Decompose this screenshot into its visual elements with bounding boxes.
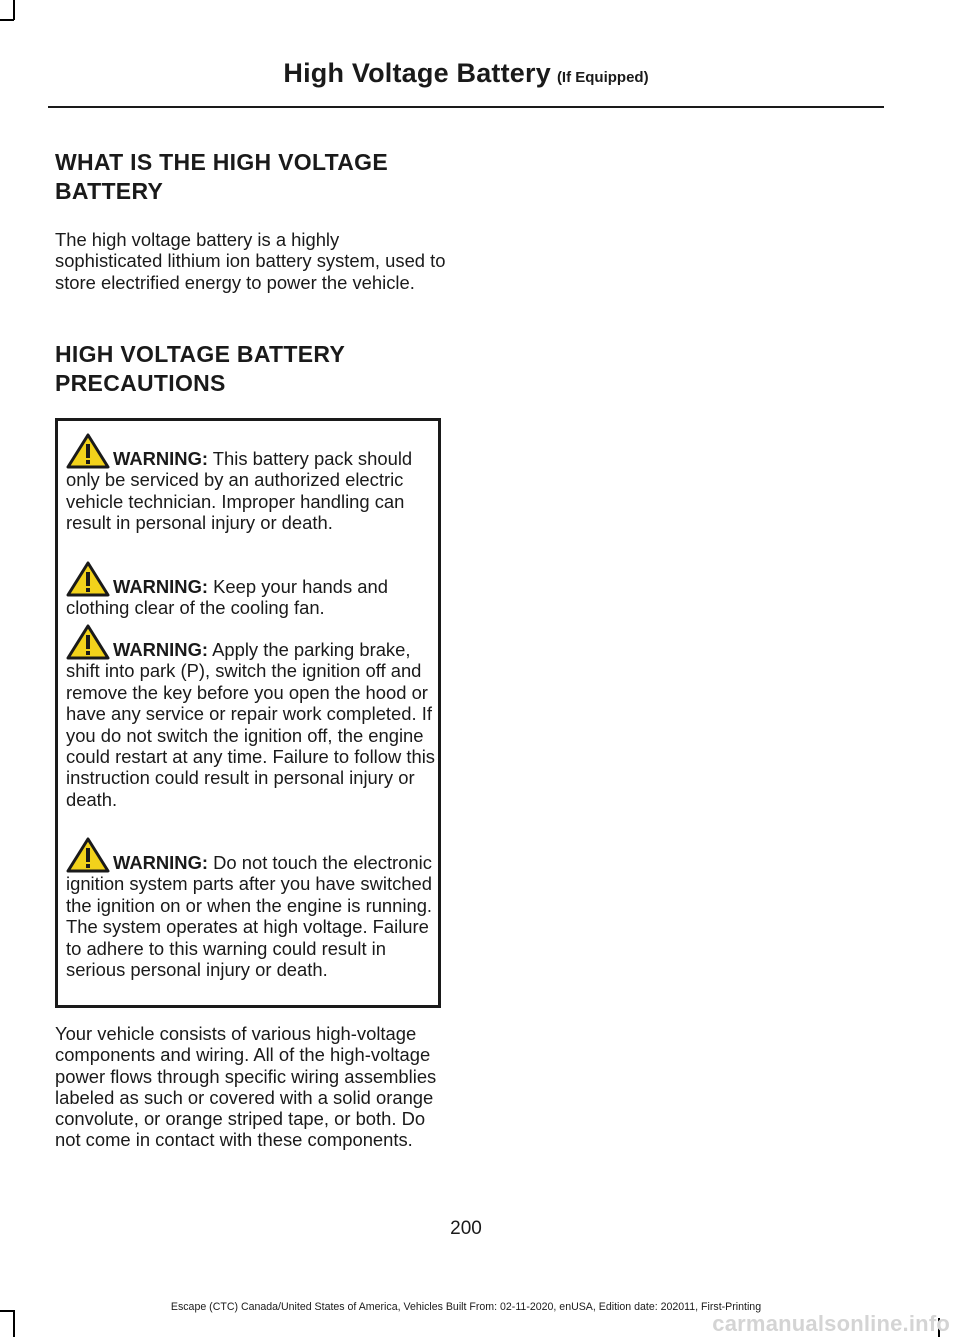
- warning-triangle-icon: [66, 837, 110, 873]
- warning-item: [66, 624, 444, 810]
- section-heading: WHAT IS THE HIGH VOLTAGE BATTERY: [55, 149, 389, 204]
- warning-keyword: WARNING:: [113, 852, 209, 873]
- warning-box: [55, 418, 441, 1008]
- warning-keyword: WARNING:: [113, 639, 209, 660]
- section-heading: HIGH VOLTAGE BATTERY PRECAUTIONS: [55, 341, 345, 396]
- page-title: High Voltage Battery: [283, 58, 551, 88]
- crop-mark: [13, 0, 15, 20]
- warning-keyword: WARNING:: [113, 448, 209, 469]
- warning-text: Apply the parking brake, shift into park (P), switch the ignition off and remove the key before you open the hood or have any service or repair work completed. If you do not switch the ignition off, the engine could restart at any time. Failure to follow this instruction could result in personal injury or death.: [66, 639, 435, 810]
- warning-item: [66, 561, 444, 619]
- warning-text: This battery pack should only be serviced by an authorized electric vehicle technician. Improper handling can result in personal injury or death.: [66, 448, 413, 534]
- header-divider: [48, 106, 884, 108]
- warning-triangle-icon: [66, 433, 110, 469]
- warning-text: Do not touch the electronic ignition system parts after you have switched the ignition on or when the engine is running. The system operates at high voltage. Failure to adhere to this warning could result in serious personal injury or death.: [66, 852, 433, 981]
- watermark: carmanualsonline.info: [712, 1311, 950, 1336]
- warning-triangle-icon: [66, 561, 110, 597]
- warning-keyword: WARNING:: [113, 576, 209, 597]
- page-header: [48, 58, 884, 89]
- page-title-qualifier: (If Equipped): [556, 69, 649, 86]
- closing-paragraph: Your vehicle consists of various high-voltage components and wiring. All of the high-voltage power flows through specific wiring assemblies labeled as such or covered with a solid orange convolute, or orange striped tape, or both. Do not come in contact with these components.: [55, 1023, 437, 1151]
- warning-item: [66, 433, 444, 534]
- warning-triangle-icon: [66, 624, 110, 660]
- warning-text: Keep your hands and clothing clear of the cooling fan.: [66, 576, 388, 619]
- closing-section: [55, 1023, 447, 1151]
- page-number: 200: [450, 1218, 482, 1239]
- page-footer: Escape (CTC) Canada/United States of America, Vehicles Built From: 02-11-2020, enUSA, Edition date: 202011, First-Printing: [170, 1301, 762, 1313]
- section-body: The high voltage battery is a highly sophisticated lithium ion battery system, used to store electrified energy to power the vehicle.: [55, 229, 446, 293]
- crop-mark: [0, 19, 14, 21]
- section-precautions: [55, 340, 447, 398]
- warning-item: [66, 837, 444, 980]
- crop-mark: [13, 1310, 15, 1337]
- section-what-is: [55, 148, 447, 293]
